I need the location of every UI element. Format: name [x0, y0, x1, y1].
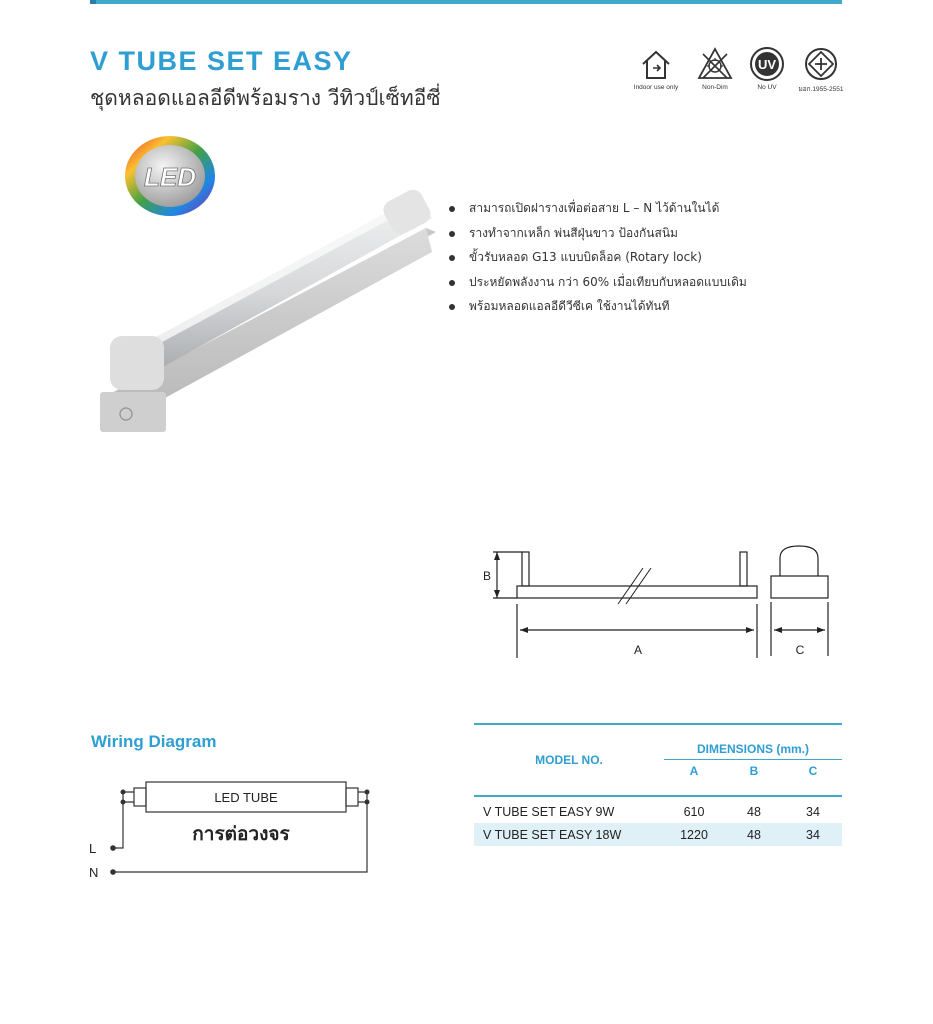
dim-b-cell: 48 — [724, 823, 784, 846]
dim-a-cell: 610 — [683, 804, 705, 819]
column-header: A — [664, 760, 724, 797]
table-row — [474, 796, 842, 823]
feature-item: ขั้วรับหลอด G13 แบบบิดล็อค (Rotary lock) — [447, 245, 747, 270]
column-header: C — [784, 760, 842, 797]
spec-table-wrapper — [474, 723, 842, 846]
feature-list — [447, 196, 747, 319]
dim-label-c: C — [795, 643, 805, 657]
model-cell: V TUBE SET EASY 9W — [483, 804, 615, 819]
led-badge-text: LED — [144, 162, 196, 192]
wiring-diagram — [86, 778, 386, 882]
non-dim-icon — [696, 46, 734, 82]
product-subtitle: ชุดหลอดแอลอีดีพร้อมราง วีทิวป์เซ็ทอีซี่ — [90, 86, 441, 110]
cert-non-dim — [689, 46, 741, 91]
led-tube-label: LED TUBE — [214, 790, 278, 805]
cert-uv-label: No UV — [757, 84, 777, 91]
tis-icon — [803, 46, 839, 82]
feature-item: สามารถเปิดฝารางเพื่อต่อสาย L – N ไว้ด้านในได้ — [447, 196, 747, 221]
top-rule — [90, 0, 842, 4]
model-header: MODEL NO. — [474, 724, 664, 796]
neutral-label: N — [89, 865, 99, 880]
product-image — [96, 188, 456, 438]
model-cell: V TUBE SET EASY 18W — [474, 823, 664, 846]
column-header: B — [724, 760, 784, 797]
dim-c-cell: 34 — [784, 823, 842, 846]
cert-indoor — [630, 48, 682, 91]
wiring-title: Wiring Diagram — [91, 732, 217, 751]
product-title: V TUBE SET EASY — [90, 46, 353, 76]
dim-b-cell: 48 — [747, 804, 761, 819]
feature-item: พร้อมหลอดแอลอีดีวีซีเค ใช้งานได้ทันที — [447, 294, 747, 319]
table-row — [474, 823, 842, 846]
line-label: L — [89, 841, 97, 856]
uv-icon — [749, 46, 785, 82]
dim-c-cell: 34 — [806, 804, 820, 819]
cert-indoor-label: Indoor use only — [633, 84, 679, 91]
feature-item: รางทำจากเหล็ก พ่นสีฝุ่นขาว ป้องกันสนิม — [447, 221, 747, 246]
uv-mark: UV — [757, 57, 777, 72]
cert-uv — [741, 46, 793, 91]
cert-tis — [795, 46, 847, 94]
dim-label-b: B — [483, 569, 492, 583]
dim-label-a: A — [633, 643, 643, 657]
dimensions-header: DIMENSIONS (mm.) — [664, 724, 842, 760]
house-icon — [639, 48, 673, 82]
circuit-label: การต่อวงจร — [192, 823, 290, 845]
spec-table — [474, 723, 842, 846]
cert-tis-label: มอก.1955-2551 — [798, 86, 844, 93]
feature-item: ประหยัดพลังงาน กว่า 60% เมื่อเทียบกับหลอดแบบเดิม — [447, 270, 747, 295]
dim-a-cell: 1220 — [664, 823, 724, 846]
dimension-drawing — [478, 540, 838, 665]
cert-non-dim-label: Non-Dim — [702, 84, 728, 91]
